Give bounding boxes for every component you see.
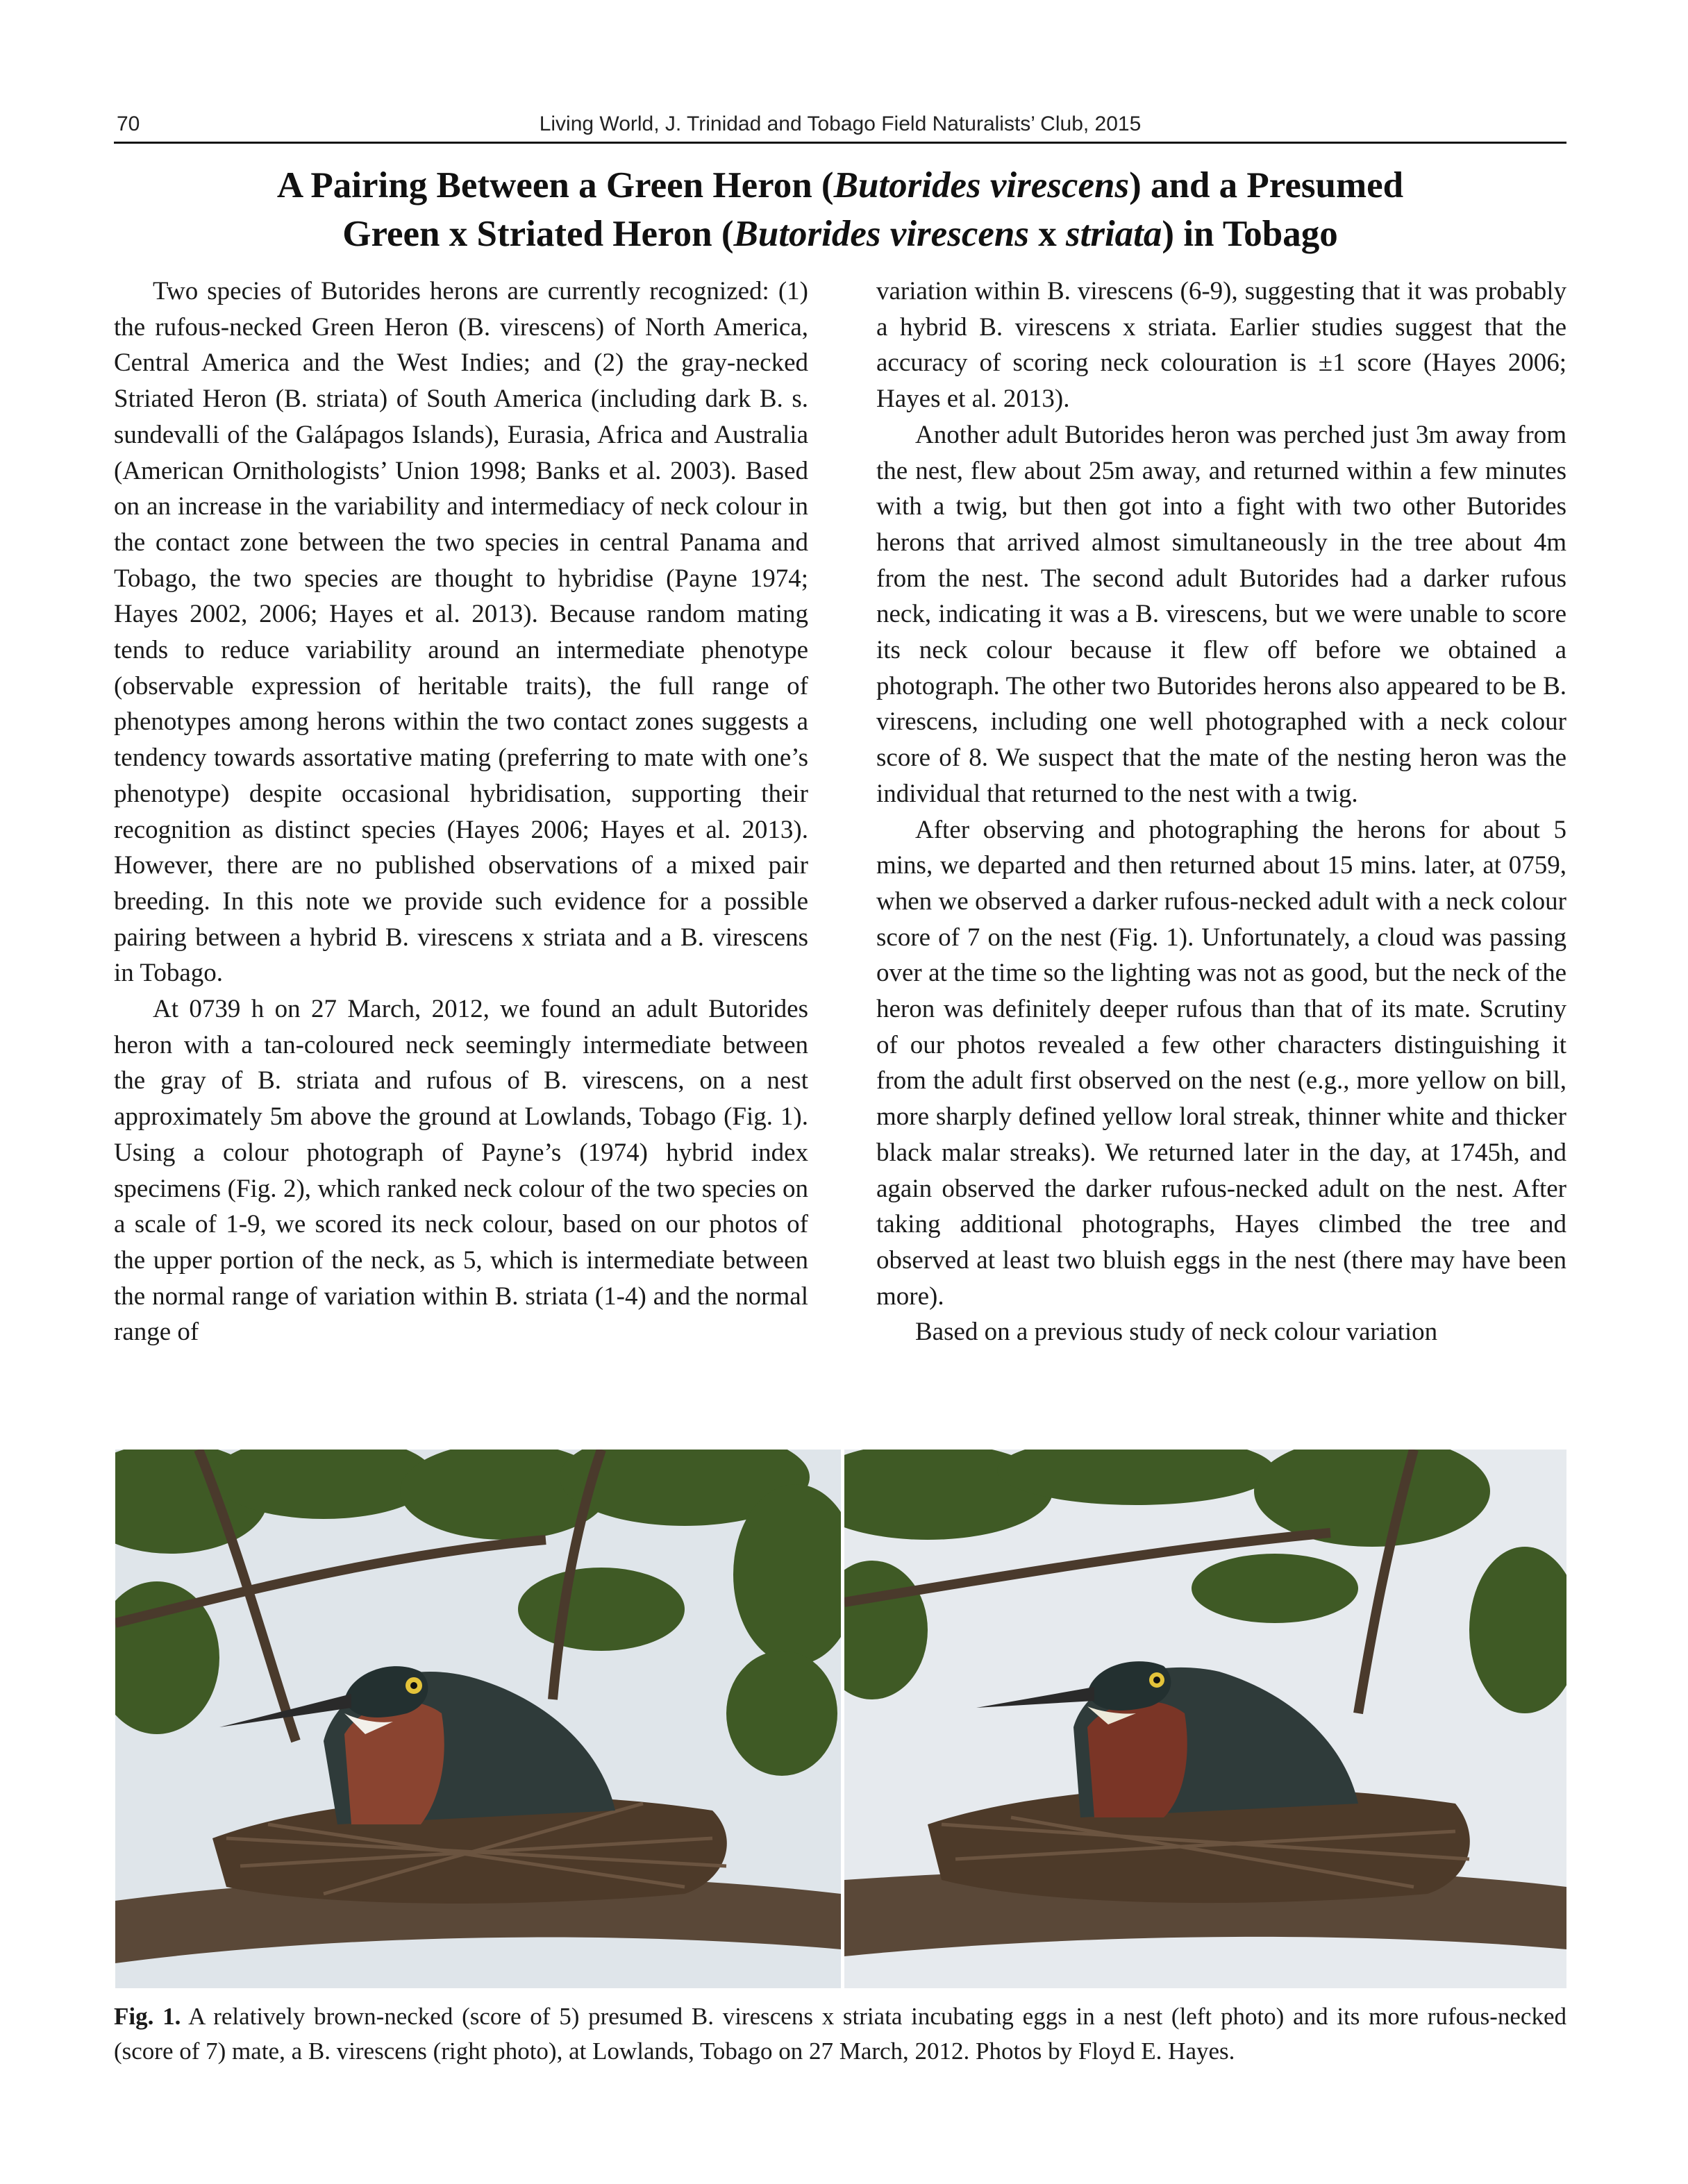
title-line2-italic1: Butorides virescens xyxy=(733,214,1029,254)
figure-label: Fig. 1. xyxy=(114,2003,181,2030)
journal-citation: Living World, J. Trinidad and Tobago Field Naturalists’ Club, 2015 xyxy=(539,112,1142,135)
right-column xyxy=(876,274,1566,1440)
photo-left-hybrid-heron xyxy=(115,1450,841,1988)
paragraph-second-adult: Another adult Butorides heron was perched just 3m away from the nest, flew about 25m away, and returned within a few minutes with a twig, but then got into a fight with two other Butorides herons that arrived almost simultaneously in the tree about 4m from the nest. The second adult Butorides had a darker rufous neck, indicating it was a B. virescens, but we were unable to score its neck colour because it flew off before we obtained a photograph. The other two Butorides herons also appeared to be B. virescens, including one well photographed with a neck colour score of 8. We suspect that the mate of the nesting heron was the individual that returned to the nest with a twig. xyxy=(876,420,1566,808)
paragraph-continued: variation within B. virescens (6-9), suggesting that it was probably a hybrid B. virescens x striata. Earlier studies suggest that the accuracy of scoring neck colouration is ±1 score (Hayes 2006; Hayes et al. 2013). xyxy=(876,277,1566,414)
running-head xyxy=(114,111,1566,144)
paragraph-intro: Two species of Butorides herons are currently recognized: (1) the rufous-necked Green Heron (B. virescens) of North America, Central America and the West Indies; and (2) the gray-necked Striated Heron (B. striata) of South America (including dark B. s. sundevalli of the Galápagos Islands), Eurasia, Africa and Australia (American Ornithologists’ Union 1998; Banks et al. 2003). Based on an increase in the variability and intermediacy of neck colour in the contact zone between the two species in central Panama and Tobago, the two species are thought to hybridise (Payne 1974; Hayes 2002, 2006; Hayes et al. 2013). Because random mating tends to reduce variability around an intermediate phenotype (observable expression of heritable traits), the full range of phenotypes among herons within the two contact zones suggests a tendency towards assortative mating (preferring to mate with one’s phenotype) despite occasional hybridisation, supporting their recognition as distinct species (Hayes 2006; Hayes et al. 2013). However, there are no published observations of a mixed pair breeding. In this note we provide such evidence for a possible pairing between a hybrid B. virescens x striata and a B. virescens in Tobago. xyxy=(114,277,808,988)
figure-caption-text: A relatively brown-necked (score of 5) presumed B. virescens x striata incubating eggs in a nest (left photo) and its more rufous-necked (score of 7) mate, a B. virescens (right photo), at Lowlands, Tobago on 27 March, 2012. Photos by Floyd E. Hayes. xyxy=(114,2003,1566,2065)
title-line2-part3: ) in Tobago xyxy=(1162,214,1338,254)
left-column xyxy=(114,274,808,1440)
title-line2-part2: x xyxy=(1028,214,1066,254)
figure-caption xyxy=(114,1999,1566,2069)
photo-right-green-heron xyxy=(844,1450,1566,1988)
paragraph-return: After observing and photographing the herons for about 5 mins, we departed and then returned about 15 mins. later, at 0759, when we observed a darker rufous-necked adult with a neck colour score of 7 on the nest (Fig. 1). Unfortunately, a cloud was passing over at the time so the lighting was not as good, but the neck of the heron was definitely deeper rufous than that of its mate. Scrutiny of our photos revealed a few other characters distinguishing it from the adult first observed on the nest (e.g., more yellow on bill, more sharply defined yellow loral streak, thinner white and thicker black malar streaks). We returned later in the day, at 1745h, and again observed the darker rufous-necked adult on the nest. After taking additional photographs, Hayes climbed the tree and observed at least two bluish eggs in the nest (there may have been more). xyxy=(876,815,1566,1311)
photo-left-illustration xyxy=(115,1450,841,1988)
title-line1-part2: ) and a Presumed xyxy=(1129,165,1404,205)
article-title xyxy=(114,161,1566,258)
paragraph-neck-colour: Based on a previous study of neck colour variation xyxy=(915,1318,1438,1347)
title-line2-part1: Green x Striated Heron ( xyxy=(342,214,734,254)
paragraph-observation: At 0739 h on 27 March, 2012, we found an adult Butorides heron with a tan-coloured neck seemingly intermediate between the gray of B. striata and rufous of B. virescens, on a nest approximately 5m above the ground at Lowlands, Tobago (Fig. 1). Using a colour photograph of Payne’s (1974) hybrid index specimens (Fig. 2), which ranked neck colour of the two species on a scale of 1-9, we scored its neck colour, based on our photos of the upper portion of the neck, as 5, which is intermediate between the normal range of variation within B. striata (1-4) and the normal range of xyxy=(114,995,808,1347)
title-line1-part1: A Pairing Between a Green Heron ( xyxy=(276,165,834,205)
photo-right-illustration xyxy=(844,1450,1566,1988)
title-line1-italic: Butorides virescens xyxy=(833,165,1130,205)
title-line2-italic2: striata xyxy=(1065,214,1162,254)
page-number: 70 xyxy=(117,112,140,135)
